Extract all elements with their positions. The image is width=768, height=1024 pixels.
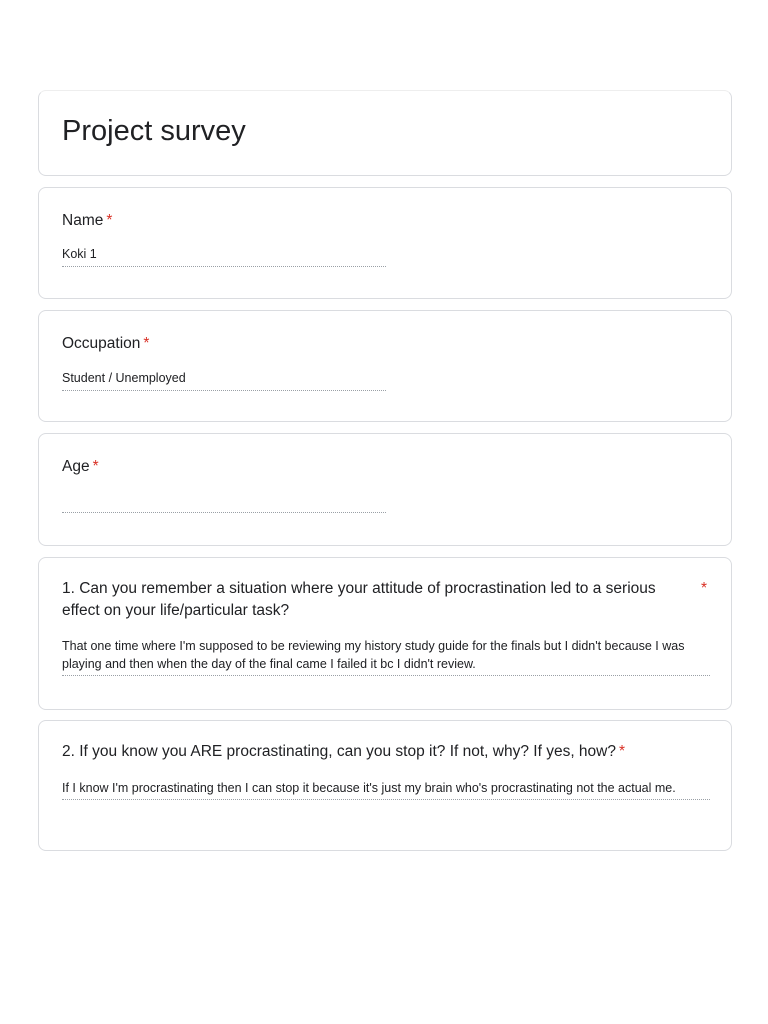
- required-asterisk: *: [92, 458, 99, 475]
- answer-field-name[interactable]: Koki 1: [62, 246, 386, 267]
- question-label-q1: 1. Can you remember a situation where your attitude of procrastination led to a serious effect on your life/particular task?: [62, 580, 656, 619]
- required-asterisk: *: [619, 743, 626, 760]
- answer-field-q2[interactable]: If I know I'm procrastinating then I can stop it because it's just my brain who's procrastinating not the actual me.: [62, 779, 710, 800]
- question-label-q2: 2. If you know you ARE procrastinating, can you stop it? If not, why? If yes, how? *: [62, 743, 626, 760]
- required-asterisk: *: [143, 335, 150, 352]
- question-card-q2: [38, 720, 732, 851]
- question-label-name: Name *: [62, 212, 113, 229]
- required-asterisk: *: [700, 580, 707, 597]
- question-card-age: [38, 433, 732, 546]
- question-label-occupation: Occupation *: [62, 335, 150, 352]
- answer-field-occupation[interactable]: Student / Unemployed: [62, 370, 386, 391]
- question-card-q1: [38, 557, 732, 710]
- answer-field-age[interactable]: [62, 492, 386, 513]
- answer-field-q1[interactable]: That one time where I'm supposed to be reviewing my history study guide for the finals but I didn't because I was playing and then when the day of the final came I failed it bc I didn't review.: [62, 637, 710, 676]
- question-label-age: Age *: [62, 458, 99, 475]
- form-title-card: [38, 90, 732, 176]
- question-card-occupation: [38, 310, 732, 422]
- form-title: Project survey: [62, 115, 246, 147]
- required-asterisk: *: [106, 212, 113, 229]
- question-card-name: [38, 187, 732, 299]
